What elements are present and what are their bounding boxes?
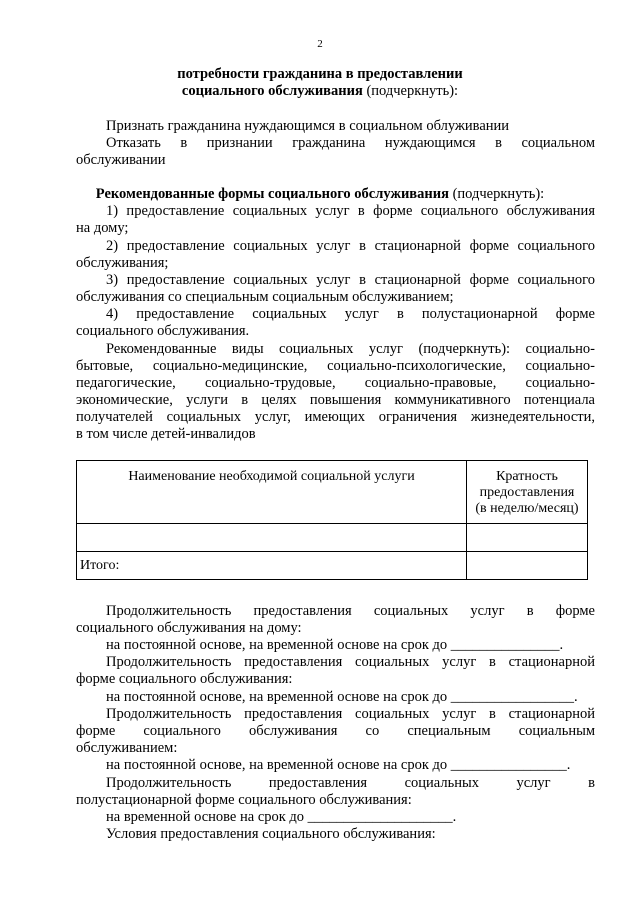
kinds-line4: экономические, услуги в целях повышения коммуникативного потенциала bbox=[76, 392, 595, 408]
duration-home-option: на постоянной основе, на временной основе на срок до _______________. bbox=[106, 637, 564, 653]
form-item-3-line1: 3) предоставление социальных услуг в стационарной форме социального bbox=[106, 272, 595, 288]
forms-heading-bold: Рекомендованные формы социального обслуживания bbox=[95, 186, 449, 202]
header-frequency-l3: (в неделю/месяц) bbox=[475, 501, 579, 516]
table-header-row bbox=[77, 461, 588, 524]
duration-home-line2: социального обслуживания на дому: bbox=[76, 620, 302, 636]
duration-semi-line1: Продолжительность предоставления социальных услуг в bbox=[106, 775, 595, 791]
form-item-4-line2: социального обслуживания. bbox=[76, 323, 250, 339]
decision-option-refuse-line2: обслуживании bbox=[76, 152, 166, 168]
header-frequency bbox=[467, 461, 588, 524]
table-total-row bbox=[77, 552, 588, 580]
section-title-line2 bbox=[0, 83, 640, 100]
forms-heading bbox=[0, 186, 640, 203]
duration-home-line1: Продолжительность предоставления социальных услуг в форме bbox=[106, 603, 595, 619]
decision-option-refuse-line1: Отказать в признании гражданина нуждающимся в социальном bbox=[106, 135, 595, 151]
forms-heading-rest: (подчеркнуть): bbox=[448, 186, 545, 202]
form-item-2-line1: 2) предоставление социальных услуг в стационарной форме социального bbox=[106, 238, 595, 254]
duration-semi-line2: полустационарной форме социального обслуживания: bbox=[76, 792, 412, 808]
decision-option-recognize: Признать гражданина нуждающимся в социальном облуживании bbox=[106, 118, 510, 134]
duration-stationary-line2: форме социального обслуживания: bbox=[76, 671, 293, 687]
duration-special-option: на постоянной основе, на временной основе на срок до ________________. bbox=[106, 757, 571, 773]
duration-semi-option: на временной основе на срок до ____________________. bbox=[106, 809, 457, 825]
form-item-1-line1: 1) предоставление социальных услуг в форме социального обслуживания bbox=[106, 203, 595, 219]
form-item-2-line2: обслуживания; bbox=[76, 255, 169, 271]
table-cell-service[interactable] bbox=[77, 524, 467, 552]
kinds-line6: в том числе детей-инвалидов bbox=[76, 426, 256, 442]
form-item-4-line1: 4) предоставление социальных услуг в полустационарной форме bbox=[106, 306, 595, 322]
services-table bbox=[76, 460, 588, 580]
header-frequency-l2: предоставления bbox=[479, 485, 575, 500]
duration-stationary-line1: Продолжительность предоставления социальных услуг в стационарной bbox=[106, 654, 595, 670]
duration-special-line3: обслуживанием: bbox=[76, 740, 178, 756]
conditions-line: Условия предоставления социального обслуживания: bbox=[106, 826, 436, 842]
kinds-line1: Рекомендованные виды социальных услуг (подчеркнуть): социально- bbox=[106, 341, 595, 357]
total-label: Итого: bbox=[77, 552, 467, 580]
title-line2-rest: (подчеркнуть): bbox=[362, 83, 459, 99]
kinds-line3: педагогические, социально-трудовые, социально-правовые, социально- bbox=[76, 375, 595, 391]
header-frequency-l1: Кратность bbox=[496, 469, 558, 484]
table-cell-frequency[interactable] bbox=[467, 524, 588, 552]
title-line1-text: потребности гражданина в предоставлении bbox=[177, 66, 463, 82]
duration-stationary-option: на постоянной основе, на временной основе на срок до _________________. bbox=[106, 689, 578, 705]
table-row bbox=[77, 524, 588, 552]
section-title-line1 bbox=[0, 66, 640, 83]
kinds-line5: получателей социальных услуг, имеющих ограничения жизнедеятельности, bbox=[76, 409, 595, 425]
duration-special-line1: Продолжительность предоставления социальных услуг в стационарной bbox=[106, 706, 595, 722]
total-value-cell[interactable] bbox=[467, 552, 588, 580]
page-number: 2 bbox=[317, 38, 323, 50]
title-line2-bold: социального обслуживания bbox=[181, 83, 363, 99]
kinds-line2: бытовые, социально-медицинские, социально-психологические, социально- bbox=[76, 358, 595, 374]
header-service-name: Наименование необходимой социальной услуги bbox=[77, 461, 467, 524]
form-item-3-line2: обслуживания со специальным социальным обслуживанием; bbox=[76, 289, 454, 305]
form-item-1-line2: на дому; bbox=[76, 220, 129, 236]
duration-special-line2: форме социального обслуживания со специальным социальным bbox=[76, 723, 595, 739]
